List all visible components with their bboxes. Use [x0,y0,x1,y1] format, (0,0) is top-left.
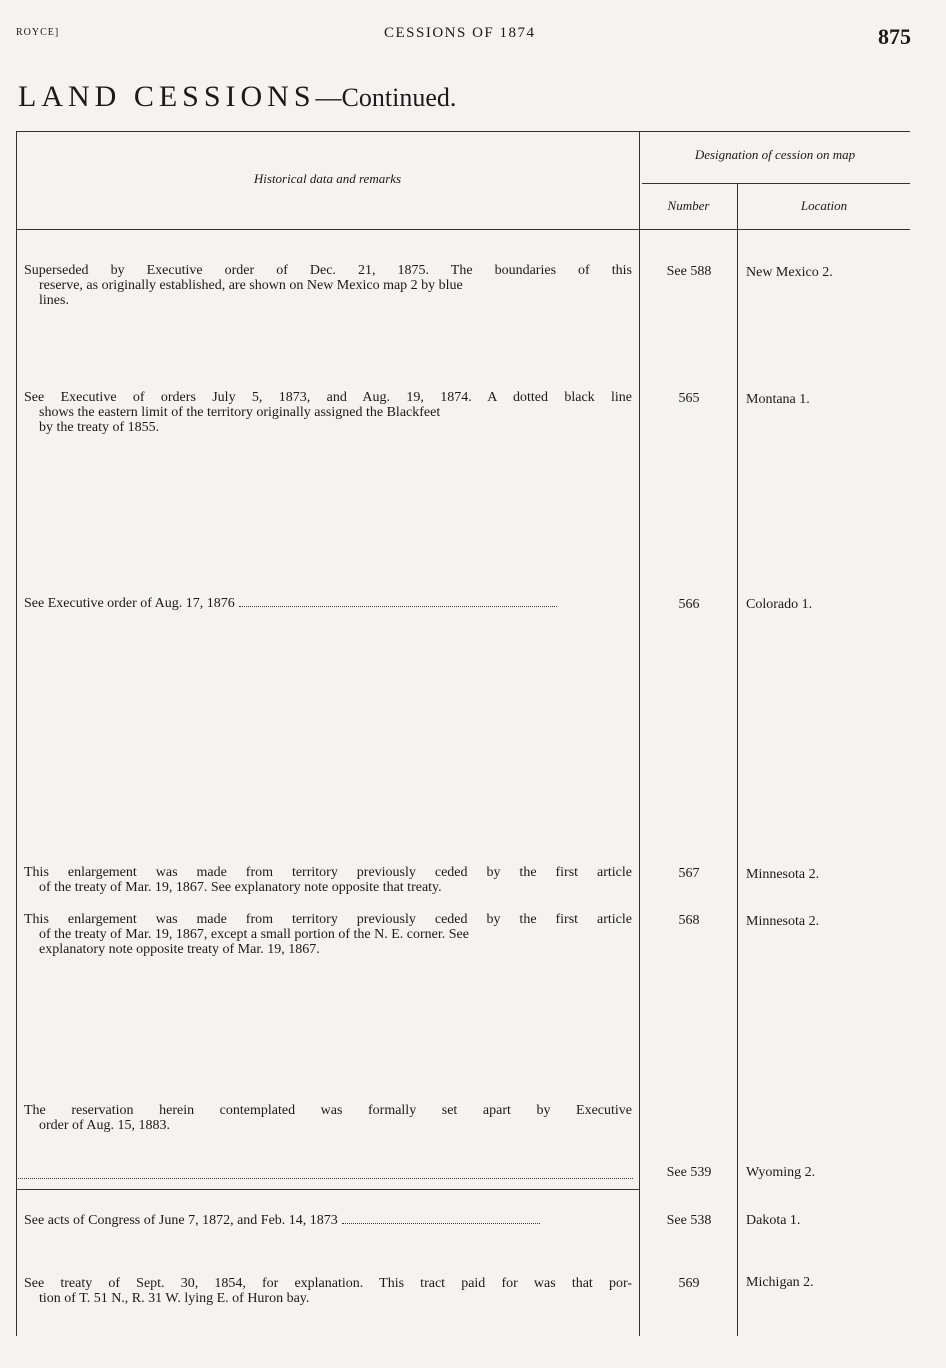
cession-location: Minnesota 2. [746,914,820,929]
column-header-number: Number [667,198,710,213]
table-row-remark [24,390,632,435]
remark-line: See Executive of orders July 5, 1873, and Aug. 19, 1874. A dotted black line [24,390,632,405]
cession-location: New Mexico 2. [746,265,833,280]
remark-line: reserve, as originally established, are shown on New Mexico map 2 by blue [39,278,463,293]
row-divider [16,1189,639,1190]
remark-line: explanatory note opposite treaty of Mar. 19, 1867. [39,942,320,957]
remark-line: This enlargement was made from territory previously ceded by the first article [24,912,632,927]
remark-line: See acts of Congress of June 7, 1872, and Feb. 14, 1873 [24,1213,338,1228]
table-row-remark [24,1213,632,1228]
column-header-location: Location [800,198,848,213]
cession-location: Minnesota 2. [746,867,820,882]
dot-leader [239,606,557,607]
remark-line: tion of T. 51 N., R. 31 W. lying E. of Huron bay. [39,1291,310,1306]
remark-line: lines. [39,293,69,308]
table-top-rule [16,131,910,132]
remark-line: order of Aug. 15, 1883. [39,1118,171,1133]
column-header-remarks: Historical data and remarks [253,171,402,186]
table-row-remark [24,1103,632,1133]
remark-line: See treaty of Sept. 30, 1854, for explanation. This tract paid for was that por- [24,1276,632,1291]
column-divider-remarks [639,131,640,1336]
cession-number: See 538 [666,1213,712,1228]
column-divider-number [737,184,738,1336]
remark-line: of the treaty of Mar. 19, 1867, except a small portion of the N. E. corner. See [39,927,469,942]
cession-location: Colorado 1. [746,597,813,612]
cession-number: 568 [678,913,700,928]
page-number: 875 [878,24,911,49]
cession-location: Montana 1. [746,392,810,407]
cession-number: 566 [678,597,700,612]
cession-number: 565 [678,391,700,406]
table-left-rule [16,131,17,1336]
table-row-remark [24,912,632,957]
table-row-remark [24,263,632,308]
dot-leader [342,1223,540,1224]
remark-line: of the treaty of Mar. 19, 1867. See explanatory note opposite that treaty. [39,880,442,895]
cession-number: See 588 [666,264,712,279]
cession-number: See 539 [666,1165,712,1180]
table-row-remark [24,865,632,895]
remark-line: This enlargement was made from territory previously ceded by the first article [24,865,632,880]
remark-line: by the treaty of 1855. [39,420,160,435]
title-dash: — [315,83,342,112]
title-main: LAND CESSIONS [18,80,316,113]
remark-line: See Executive order of Aug. 17, 1876 [24,596,235,611]
running-head-author: ROYCE] [16,27,60,38]
cession-number: 569 [678,1276,700,1291]
cession-location: Michigan 2. [746,1275,814,1290]
page-title [18,80,456,114]
cession-location: Dakota 1. [746,1213,801,1228]
remark-line: shows the eastern limit of the territory originally assigned the Blackfeet [39,405,441,420]
remark-line: The reservation herein contemplated was formally set apart by Executive [24,1103,632,1118]
cession-number: 567 [678,866,700,881]
running-head-title: CESSIONS OF 1874 [384,25,536,41]
header-bottom-rule [16,229,910,230]
remark-line: Superseded by Executive order of Dec. 21, 1875. The boundaries of this [24,263,632,278]
table-row-remark [24,1276,632,1306]
column-header-designation: Designation of cession on map [694,147,856,162]
designation-subrule [642,183,910,184]
title-continued: Continued. [341,83,457,112]
cession-location: Wyoming 2. [746,1165,816,1180]
table-row-remark [24,596,632,611]
dot-leader [18,1178,633,1179]
